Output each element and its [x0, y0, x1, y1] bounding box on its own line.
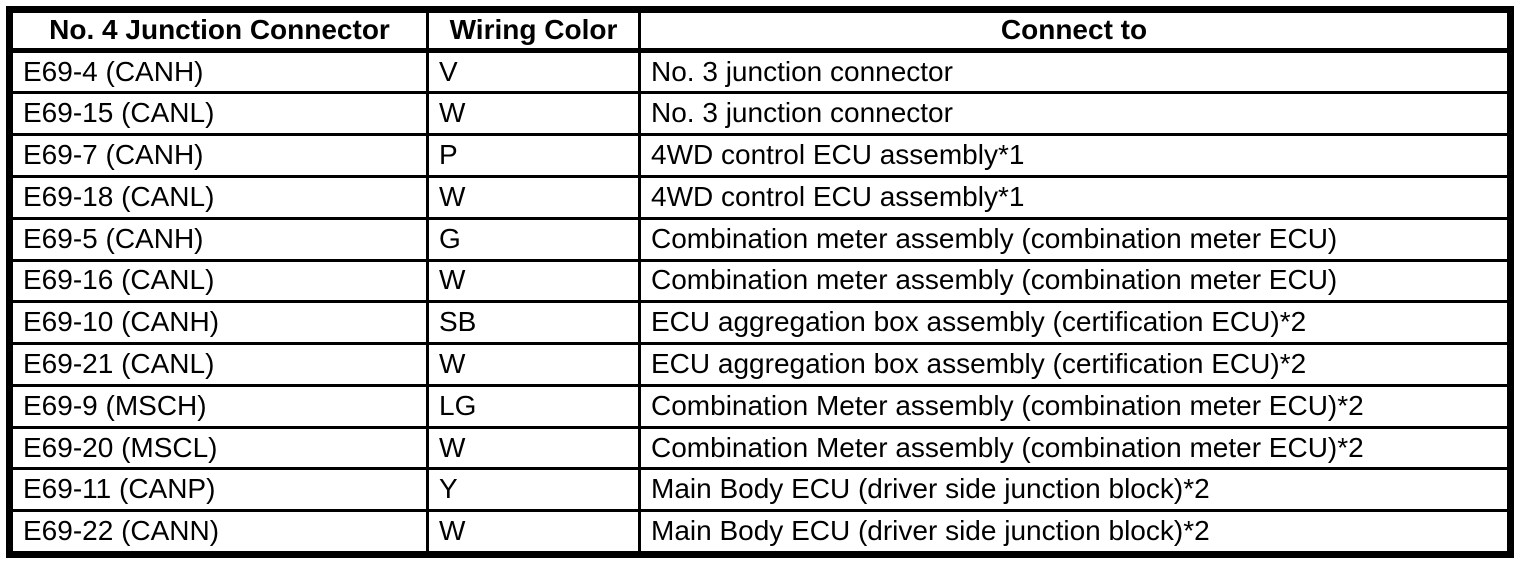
cell-connect-to: 4WD control ECU assembly*1 — [640, 135, 1511, 177]
cell-connect-to: No. 3 junction connector — [640, 50, 1511, 93]
cell-connect-to: Main Body ECU (driver side junction block)*2 — [640, 511, 1511, 555]
cell-connect-to: 4WD control ECU assembly*1 — [640, 176, 1511, 218]
header-cell-wiring-color: Wiring Color — [428, 10, 640, 51]
table-row — [10, 50, 1511, 93]
cell-terminal: E69-5 (CANH) — [10, 218, 428, 260]
cell-wiring-color: W — [428, 511, 640, 555]
table-row — [10, 385, 1511, 427]
cell-connect-to: Combination meter assembly (combination meter ECU) — [640, 218, 1511, 260]
cell-wiring-color: SB — [428, 302, 640, 344]
cell-connect-to: Main Body ECU (driver side junction block)*2 — [640, 469, 1511, 511]
cell-connect-to: Combination meter assembly (combination meter ECU) — [640, 260, 1511, 302]
table-row — [10, 302, 1511, 344]
cell-wiring-color: W — [428, 427, 640, 469]
cell-wiring-color: W — [428, 344, 640, 386]
cell-wiring-color: P — [428, 135, 640, 177]
cell-terminal: E69-4 (CANH) — [10, 50, 428, 93]
header-cell-connect-to: Connect to — [640, 10, 1511, 51]
cell-terminal: E69-16 (CANL) — [10, 260, 428, 302]
cell-terminal: E69-11 (CANP) — [10, 469, 428, 511]
cell-terminal: E69-18 (CANL) — [10, 176, 428, 218]
cell-wiring-color: W — [428, 176, 640, 218]
cell-terminal: E69-21 (CANL) — [10, 344, 428, 386]
table-row — [10, 135, 1511, 177]
cell-terminal: E69-15 (CANL) — [10, 93, 428, 135]
table-row — [10, 176, 1511, 218]
cell-connect-to: ECU aggregation box assembly (certification ECU)*2 — [640, 302, 1511, 344]
cell-terminal: E69-22 (CANN) — [10, 511, 428, 555]
cell-connect-to: Combination Meter assembly (combination meter ECU)*2 — [640, 427, 1511, 469]
cell-terminal: E69-20 (MSCL) — [10, 427, 428, 469]
header-row — [10, 10, 1511, 51]
table-row — [10, 260, 1511, 302]
table-row — [10, 427, 1511, 469]
cell-terminal: E69-10 (CANH) — [10, 302, 428, 344]
table-row — [10, 218, 1511, 260]
table-header — [10, 10, 1511, 51]
cell-connect-to: Combination Meter assembly (combination meter ECU)*2 — [640, 385, 1511, 427]
cell-wiring-color: Y — [428, 469, 640, 511]
header-cell-junction-connector: No. 4 Junction Connector — [10, 10, 428, 51]
table-body — [10, 50, 1511, 554]
cell-wiring-color: G — [428, 218, 640, 260]
table-row — [10, 93, 1511, 135]
cell-terminal: E69-7 (CANH) — [10, 135, 428, 177]
cell-wiring-color: W — [428, 260, 640, 302]
table-row — [10, 344, 1511, 386]
table-row — [10, 469, 1511, 511]
wiring-table — [6, 6, 1514, 558]
cell-wiring-color: V — [428, 50, 640, 93]
cell-terminal: E69-9 (MSCH) — [10, 385, 428, 427]
table-row — [10, 511, 1511, 555]
cell-connect-to: ECU aggregation box assembly (certification ECU)*2 — [640, 344, 1511, 386]
cell-wiring-color: W — [428, 93, 640, 135]
cell-wiring-color: LG — [428, 385, 640, 427]
cell-connect-to: No. 3 junction connector — [640, 93, 1511, 135]
